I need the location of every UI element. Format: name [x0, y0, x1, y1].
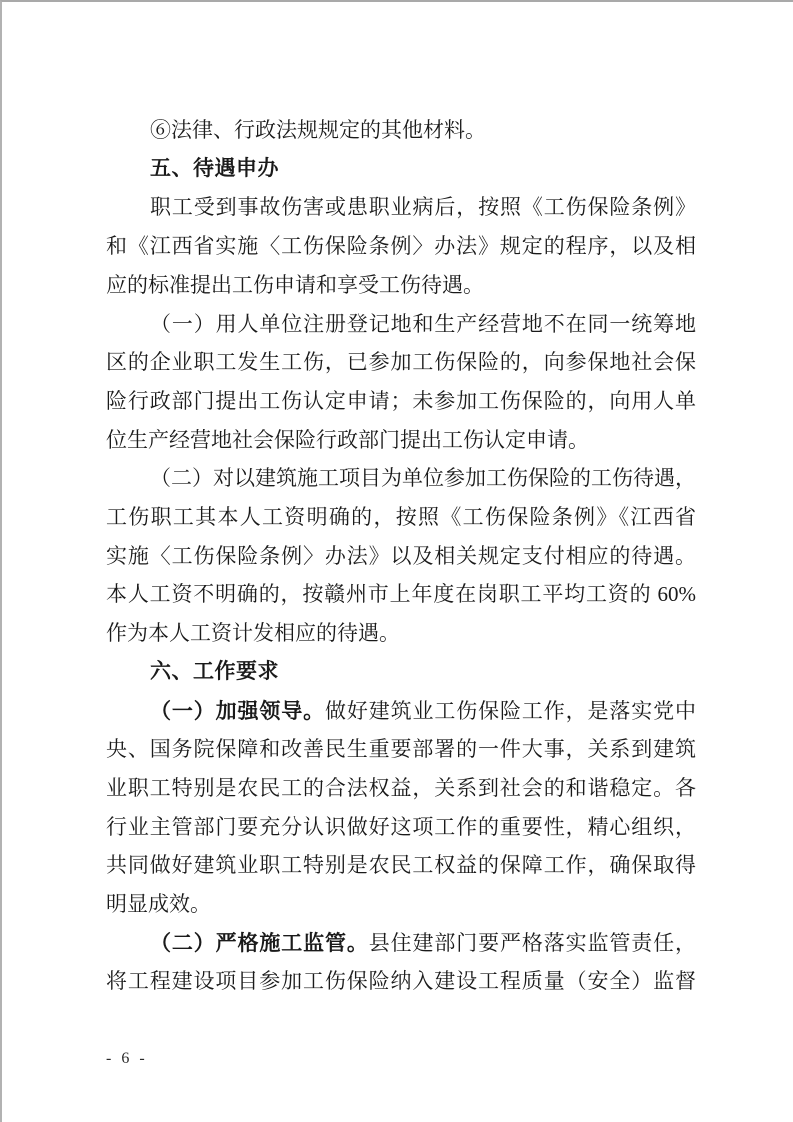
text-run: 央、国务院保障和改善民生重要部署的一件大事，关系到建筑: [106, 737, 696, 762]
text-line: [106, 266, 696, 305]
text-line: [106, 111, 696, 150]
bold-text-run: （一）加强领导。: [150, 698, 325, 723]
text-line: [106, 498, 696, 537]
text-run: 应的标准提出工伤申请和享受工伤待遇。: [106, 272, 484, 297]
section-heading: [106, 150, 696, 189]
text-line: [106, 614, 696, 653]
text-line: [106, 188, 696, 227]
text-line: [106, 537, 696, 576]
text-run: 工伤职工其本人工资明确的，按照《工伤保险条例》《江西省: [106, 505, 696, 530]
text-run: 明显成效。: [106, 892, 211, 917]
text-line: [106, 885, 696, 924]
text-run: ⑥法律、行政法规规定的其他材料。: [150, 118, 486, 142]
text-run: 作为本人工资计发相应的待遇。: [106, 621, 400, 646]
text-run: （一）用人单位注册登记地和生产经营地不在同一统筹地: [150, 311, 696, 336]
text-run: 县住建部门要严格落实监管责任，: [368, 930, 696, 955]
bold-text-run: 六、工作要求: [150, 659, 279, 683]
text-run: 和《江西省实施〈工伤保险条例〉办法》规定的程序，以及相: [106, 234, 696, 259]
text-run: 做好建筑业工伤保险工作，是落实党中: [325, 698, 696, 723]
page-number: - 6 -: [106, 1050, 148, 1067]
text-run: 共同做好建筑业职工特别是农民工权益的保障工作，确保取得: [106, 853, 696, 878]
text-line: [106, 382, 696, 421]
text-run: 位生产经营地社会保险行政部门提出工伤认定申请。: [106, 427, 589, 452]
text-line: [106, 459, 696, 498]
text-line: [106, 769, 696, 808]
text-run: （二）对以建筑施工项目为单位参加工伤保险的工伤待遇，: [150, 466, 696, 491]
text-line: [106, 730, 696, 769]
text-line: [106, 343, 696, 382]
text-line: [106, 846, 696, 885]
document-body: [106, 111, 696, 1001]
text-run: 区的企业职工发生工伤，已参加工伤保险的，向参保地社会保: [106, 350, 696, 375]
text-run: 职工受到事故伤害或患职业病后，按照《工伤保险条例》: [150, 195, 696, 220]
text-line: [106, 575, 696, 614]
bold-text-run: （二）严格施工监管。: [150, 930, 369, 955]
text-run: 险行政部门提出工伤认定申请；未参加工伤保险的，向用人单: [106, 388, 696, 413]
text-line: [106, 924, 696, 963]
text-line: [106, 692, 696, 731]
text-line: [106, 808, 696, 847]
text-run: 将工程建设项目参加工伤保险纳入建设工程质量（安全）监督: [106, 969, 696, 994]
text-line: [106, 227, 696, 266]
text-line: [106, 421, 696, 460]
text-run: 业职工特别是农民工的合法权益，关系到社会的和谐稳定。各: [106, 775, 696, 800]
text-line: [106, 305, 696, 344]
text-run: 本人工资不明确的，按赣州市上年度在岗职工平均工资的 60%: [106, 582, 696, 607]
text-line: [106, 962, 696, 1001]
text-run: 行业主管部门要充分认识做好这项工作的重要性，精心组织，: [106, 814, 696, 839]
section-heading: [106, 653, 696, 692]
text-run: 实施〈工伤保险条例〉办法》以及相关规定支付相应的待遇。: [106, 543, 696, 568]
bold-text-run: 五、待遇申办: [150, 156, 279, 180]
